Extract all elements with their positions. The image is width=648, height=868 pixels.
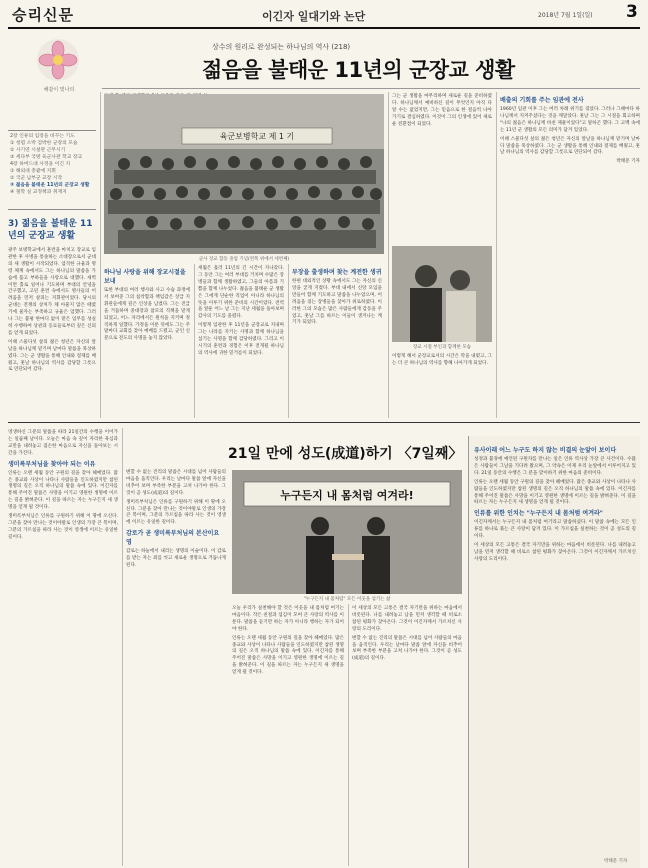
body-text: 성경과 불경에 예언된 구원자를 만나는 일은 인류 역사상 가장 큰 사건이다. 수많은 사람들이 그날을 기다려 왔으며, 그 약속은 이제 우리 눈앞에서 이루어지고 있다. 21일 동안의 수행은 그 분을 맞이하기 위한 마음의 준비이다.	[474, 457, 636, 476]
header-rule	[8, 27, 640, 29]
column-rule	[388, 92, 389, 418]
article-column-5	[392, 94, 492, 244]
series-item: 4장 하버드대 사정을 이긴 지	[10, 162, 71, 167]
body-text: 세월은 흘러 11년의 긴 시간이 지나갔다. 그 동안 그는 여러 부대를 거치며 수많은 장병들과 함께 생활하였고, 그들의 아픔과 기쁨을 함께 나누었다. 젊음을 불태운 군 생활은 그에게 단순한 직업이 아니라 하나님의 뜻을 이루기 위한 준비의 시간이었다. 전역을 앞둔 어느 날 그는 지난 세월을 돌아보며 감사의 기도를 올렸다.	[198, 266, 284, 320]
section-subhead: 감로가 곧 생미륵부처님의 본산이요 영	[126, 530, 220, 547]
photo-caption: 군사 장교 합동 졸업 기념(왼쪽 위에서 세번째)	[198, 257, 290, 262]
article-column-5b	[392, 354, 492, 418]
page-number: 3	[626, 2, 638, 22]
body-text: 1960년 임관 이후 그는 여러 차례 위기를 겪었다. 그러나 그때마다 하나님께서 지켜주셨다는 것을 깨달았다. 훗날 그는 그 시절을 회고하며 "나의 젊음은 하나님께 바친 제물이었다"고 말하곤 했다. 그 고백 속에는 11년 군 생활의 모든 의미가 담겨 있었다.	[500, 107, 640, 133]
body-text: 변할 수 없는 진리의 말씀은 시대를 넘어 사람들의 마음을 움직인다. 우리는 날마다 말씀 앞에 자신을 비추어 보며 부족한 부분을 고쳐 나가야 한다. 그것이 곧 성도(成道)의 길이다.	[352, 635, 462, 662]
body-text: 이 세상의 모든 고통은 결국 자기만을 위하는 마음에서 비롯된다. 나를 내려놓고 남을 먼저 생각할 때 비로소 참된 평화가 찾아온다. 그것이 이긴자께서 가르치신 사랑의 도리이다.	[352, 606, 462, 632]
body-text: 이렇게 해서 군장교로서의 시간은 막을 내렸고, 그는 더 큰 하나님의 역사를 향해 나아가게 되었다.	[392, 354, 492, 366]
sidebar-content	[474, 444, 636, 854]
section-subhead: 생미륵부처님을 찾아야 되는 이유	[8, 460, 96, 468]
body-text: 그는 군 생활을 마무리하며 새로운 길을 준비하였다. 하나님께서 예비하신 길이 무엇인지 아직 다 알 수는 없었지만, 그는 믿음으로 한 걸음씩 나아가기로 결심하였다. 이것이 그의 인생에 있어 새로운 전환점이 되었다.	[392, 94, 492, 127]
article-kicker: 상수의 원리로 완성되는 하나님의 역사 (218)	[212, 43, 351, 51]
article-column-2	[104, 266, 190, 418]
byline: 박태문 기자	[604, 859, 628, 864]
masthead: 승리신문	[12, 6, 74, 24]
article2-column-3	[232, 606, 344, 866]
photo-caption: "누구든지 내 몸처럼" 모든 이웃을 섬기는 삶	[303, 597, 391, 602]
section-subhead: 하나님 사랑을 위해 장교시절을 보내	[104, 269, 186, 285]
column-rule	[100, 92, 101, 418]
series-index	[8, 130, 96, 210]
headline-rule	[102, 88, 640, 89]
article-column-6	[500, 94, 640, 418]
section-subhead: 인류를 위한 인치는 "누구든지 내 몸처럼 여겨라"	[474, 510, 603, 518]
flower-emblem-icon	[36, 38, 80, 82]
body-text: 광주 보병학교에서 훈련을 마치고 장교로 임관한 후 사병을 통솔하는 소대장으로서 군대의 새 생활이 시작되었다. 엄격한 규율과 명령 체계 속에서도 그는 하나님의 말씀을 가슴에 품고 부하들을 사랑으로 대했다. 새벽이면 홀로 일어나 기도하며 부대의 안녕을 간구했고, 고된 훈련 속에서도 병사들의 어려움을 먼저 살피는 지휘관이었다. 당시의 군대는 전쟁의 상처가 채 아물지 않은 때였기에 물자는 부족하고 규율은 엄했다. 그러나 그는 불평 한마디 없이 맡은 임무를 성실히 수행하여 상관과 동료들로부터 깊은 신뢰를 얻게 되었다.	[8, 248, 96, 336]
body-text: 이 세상의 모든 고통은 결국 자기만을 위하는 마음에서 비롯된다. 나를 내려놓고 남을 먼저 생각할 때 비로소 참된 평화가 찾아온다. 그것이 이긴자께서 가르치신 사랑의 도리이다.	[474, 543, 636, 562]
body-text: 생미륵부처님은 인류를 구원하기 위해 이 땅에 오신다. 그분을 찾아 만나는 것이야말로 인생의 가장 큰 복이며, 그분의 가르침을 따라 사는 것이 영생에 이르는 유일한 길이다.	[8, 514, 118, 540]
article2-column-2	[126, 470, 226, 866]
series-item: ③ 세다부 국방 육군사관 학교 장교	[10, 155, 83, 160]
body-text: 영생하신 그분의 말씀을 따라 21일간의 수행을 이어가는 일곱째 날이다. 오늘은 마음 속 깊이 자리한 욕심과 교만을 내려놓고 겸손한 마음으로 자신을 돌아보는 시간을 가진다.	[8, 430, 118, 456]
column-rule	[496, 92, 497, 418]
series-item: 2장 인류의 입장을 바꾸는 기도	[10, 134, 75, 139]
column-rule	[288, 264, 289, 418]
column-rule	[194, 264, 195, 418]
handshake-photo	[232, 470, 462, 594]
body-text: 오늘 우리가 실천해야 할 것은 이웃을 내 몸처럼 여기는 마음이다. 작은 친절과 섬김이 모여 큰 사랑의 역사를 이룬다. 말씀을 듣기만 하는 자가 아니라 행하는 자가 되어야 한다.	[232, 606, 344, 632]
section-subhead: 배출의 기회를 주는 임관에 전사	[500, 97, 584, 104]
sidebar-heading: 유사이래 어느 누구도 하지 않는 비결의 눈앞이 보이다	[474, 447, 617, 454]
article-headline: 젊음을 불태운 11년의 군장교 생활	[202, 58, 515, 82]
column-rule	[122, 428, 123, 866]
section-subhead: 부장을 출생하며 찾는 계전한 생귀	[292, 269, 382, 276]
article2-headline: 21일 만에 성도(成道)하기 〈7일째〉	[228, 446, 463, 462]
article-column-1	[8, 248, 96, 418]
section-divider	[8, 422, 640, 423]
body-text: 이긴자께서는 누구든지 내 몸처럼 여기라고 말씀하셨다. 이 말씀 속에는 모든 인류를 하나로 묶는 큰 사랑이 담겨 있다. 이 가르침을 실천하는 것이 곧 성도의 길이다.	[474, 520, 636, 540]
body-text: 또한 부대의 여러 행사와 사고 수습 과정에서 보여준 그의 침착함과 책임감은 상급 지휘관들에게 깊은 인상을 남겼다. 그는 진급을 거듭하며 중대장과 참모의 직책을 맡게 되었고, 어느 자리에서든 원칙을 지키며 정직하게 일했다. 가정을 이룬 뒤에도 그는 주말마다 교회를 찾아 예배를 드렸고, 군인 신분으로 전도의 사명을 놓지 않았다.	[104, 288, 190, 342]
emblem-caption: 해같이 빛나리	[43, 87, 75, 93]
article2-column-4	[352, 606, 462, 866]
body-text: 한편 대외적인 상황 속에서도 그는 자신의 신앙을 굳게 지켰다. 부대 내에서 신앙 모임을 만들어 함께 기도하고 말씀을 나누었으며, 어려움을 겪는 장병들을 찾아가 위로하였다. 이러한 그의 모습은 많은 사람들에게 감동을 주었고, 훗날 그를 따르는 이들이 생겨나는 계기가 되었다.	[292, 279, 382, 326]
article2-column-1	[8, 430, 118, 866]
body-text: 인류는 오랜 세월 동안 구원의 길을 찾아 헤매었다. 많은 종교와 사상이 나타나 사람들을 인도하였지만 참된 생명의 길은 오직 하나님의 말씀 속에 있다. 이긴자를 통해 주어진 말씀은 사망을 이기고 영원한 생명에 이르는 길을 밝혀준다. 이 길을 따르는 자는 누구든지 새 생명을 얻게 될 것이다.	[474, 479, 636, 506]
body-text: 인류는 오랜 세월 동안 구원의 길을 찾아 헤매었다. 많은 종교와 사상이 나타나 사람들을 인도하였지만 참된 생명의 길은 오직 하나님의 말씀 속에 있다. 이긴자를 통해 주어진 말씀은 사망을 이기고 영원한 생명에 이르는 길을 밝혀준다. 이 길을 따르는 자는 누구든지 새 생명을 얻게 될 것이다.	[232, 635, 344, 676]
body-text: 이때 스물다섯 살의 젊은 청년은 자신의 앞날을 하나님께 맡기며 날마다 말씀을 묵상하였다. 그는 군 생활을 통해 인내와 절제를 배웠고, 훗날 하나님의 역사를 감당할 그릇으로 연단되어 갔다.	[500, 136, 640, 156]
article-column-4	[292, 266, 382, 418]
couple-photo	[392, 246, 492, 342]
byline: 박태문 기자	[616, 159, 640, 165]
series-item: ① 청렴 소박 검박한 군장의 모습	[10, 141, 78, 146]
photo-sign: 육군보병학교 제 1 기	[219, 132, 295, 141]
series-item: ② 국군 남부군 교장 시작	[10, 176, 63, 181]
series-item: ④ 철학 실 교정책과 취재지	[10, 190, 67, 195]
article-subhead: 3) 젊음을 불태운 11년의 군장교 생활	[8, 219, 93, 241]
body-text: 인류는 오랜 세월 동안 구원의 길을 찾아 헤매었다. 많은 종교와 사상이 나타나 사람들을 인도하였지만 참된 생명의 길은 오직 하나님의 말씀 속에 있다. 이긴자를 통해 주어진 말씀은 사망을 이기고 영원한 생명에 이르는 길을 밝혀준다. 이 길을 따르는 자는 누구든지 새 생명을 얻게 될 것이다.	[8, 470, 118, 511]
series-item: ② 사기연 시설관 근무시기	[10, 148, 66, 153]
series-item: ① 해외대 총괄에 지휘	[10, 169, 56, 174]
body-text: 생미륵부처님은 인류를 구원하기 위해 이 땅에 오신다. 그분을 찾아 만나는 것이야말로 인생의 가장 큰 복이며, 그분의 가르침을 따라 사는 것이 영생에 이르는 유일한 길이다.	[126, 499, 226, 526]
series-item-current: ③ 젊음을 불태운 11년의 군장교 생활	[10, 183, 90, 188]
body-text: 이때 스물다섯 살의 젊은 청년은 자신의 앞날을 하나님께 맡기며 날마다 말씀을 묵상하였다. 그는 군 생활을 통해 인내와 절제를 배웠고, 훗날 하나님의 역사를 감당할 그릇으로 연단되어 갔다.	[8, 339, 96, 373]
section-title: 이긴자 일대기와 논단	[262, 10, 366, 23]
column-rule	[348, 604, 349, 866]
photo-caption: 장교 시절 부인과 함께한 모습	[413, 345, 471, 350]
publication-date: 2018년 7월 1일(일)	[538, 12, 593, 19]
group-photo	[104, 94, 384, 254]
article-column-3	[198, 266, 284, 418]
body-text: 감로는 하늘에서 내리는 생명의 이슬이다. 이 감로를 받는 자는 죄를 씻고 새로운 생명으로 거듭나게 된다.	[126, 549, 226, 569]
photo-sign: 누구든지 내 몸처럼 여겨라!	[280, 489, 414, 502]
body-text: 이렇게 임관한 후 11년을 군장교로 지내며 그는 나라를 지키는 사명과 함께 하나님을 섬기는 사명을 함께 감당하였다. 그리고 이 시기의 훈련과 경험은 이후 전개될 하나님의 역사에 귀한 밑거름이 되었다.	[198, 323, 284, 356]
body-text: 변할 수 없는 진리의 말씀은 시대를 넘어 사람들의 마음을 움직인다. 우리는 날마다 말씀 앞에 자신을 비추어 보며 부족한 부분을 고쳐 나가야 한다. 그것이 곧 성도(成道)의 길이다.	[126, 470, 226, 496]
